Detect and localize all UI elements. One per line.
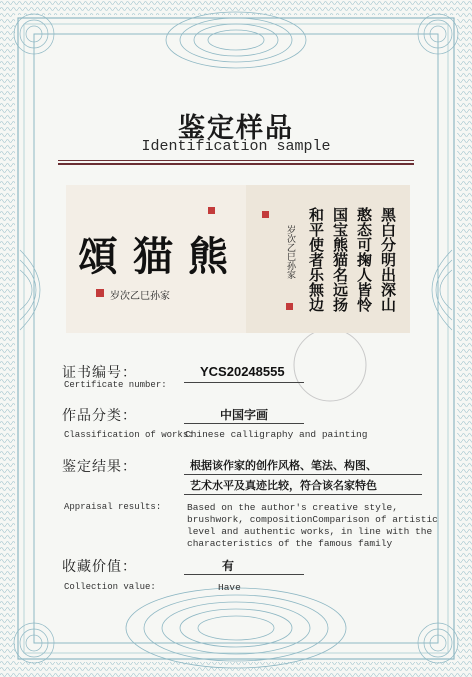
- calligraphy-artwork-image: [66, 185, 410, 333]
- inscription-signature: 岁次乙巳孙家: [285, 225, 295, 279]
- appraisal-label-en: Appraisal results:: [64, 502, 162, 512]
- seal-mark: [96, 289, 104, 297]
- inscription-line-2: 憨态可掬人皆怜: [355, 207, 373, 312]
- certificate-number-label-en: Certificate number:: [64, 380, 167, 390]
- classification-underline: [184, 423, 304, 424]
- classification-label-en: Classification of works:: [64, 430, 194, 440]
- inscription-line-1: 黑白分明出深山: [379, 207, 397, 312]
- appraisal-label: 鉴定结果：: [62, 459, 137, 475]
- appraisal-underline-2: [184, 494, 422, 495]
- collection-value-label-en: Collection value:: [64, 582, 156, 592]
- classification-label: 作品分类：: [62, 408, 137, 424]
- appraisal-value-en-line-1: Based on the author's creative style,: [187, 502, 398, 513]
- title-english: Identification sample: [141, 138, 331, 155]
- classification-value: 中国字画: [220, 408, 269, 422]
- appraisal-value-line-2: 艺术水平及真迹比较，符合该名家特色: [190, 479, 377, 492]
- title-divider: [58, 160, 414, 161]
- artwork-signature-horizontal: 岁次乙巳孙家: [110, 291, 170, 302]
- certificate-number-label: 证书编号：: [62, 365, 137, 381]
- collection-value-en: Have: [218, 582, 241, 593]
- inscription-line-3: 国宝熊猫名远扬: [331, 207, 349, 312]
- artwork-main-characters: 頌猫熊: [78, 233, 228, 280]
- collection-value-label: 收藏价值：: [62, 559, 137, 575]
- inscription-line-4: 和平使者乐無边: [307, 207, 325, 312]
- appraisal-value-en-line-2: brushwork, compositionComparison of artistic: [187, 514, 438, 525]
- certificate-number-value: YCS20248555: [200, 364, 285, 379]
- classification-value-en: Chinese calligraphy and painting: [185, 429, 368, 440]
- seal-mark-top: [208, 207, 215, 214]
- collection-value: 有: [222, 559, 235, 573]
- appraisal-value-en-line-3: level and authentic works, in line with the: [187, 526, 433, 537]
- appraisal-value-line-1: 根据该作家的创作风格、笔法、构图、: [190, 459, 377, 472]
- certificate-number-underline: [184, 382, 304, 383]
- title-chinese: 鉴定样品: [178, 113, 294, 144]
- appraisal-value-en-line-4: characteristics of the famous family: [187, 538, 393, 549]
- title-divider-thick: [58, 163, 414, 165]
- collection-value-underline: [184, 574, 304, 575]
- appraisal-underline-1: [184, 474, 422, 475]
